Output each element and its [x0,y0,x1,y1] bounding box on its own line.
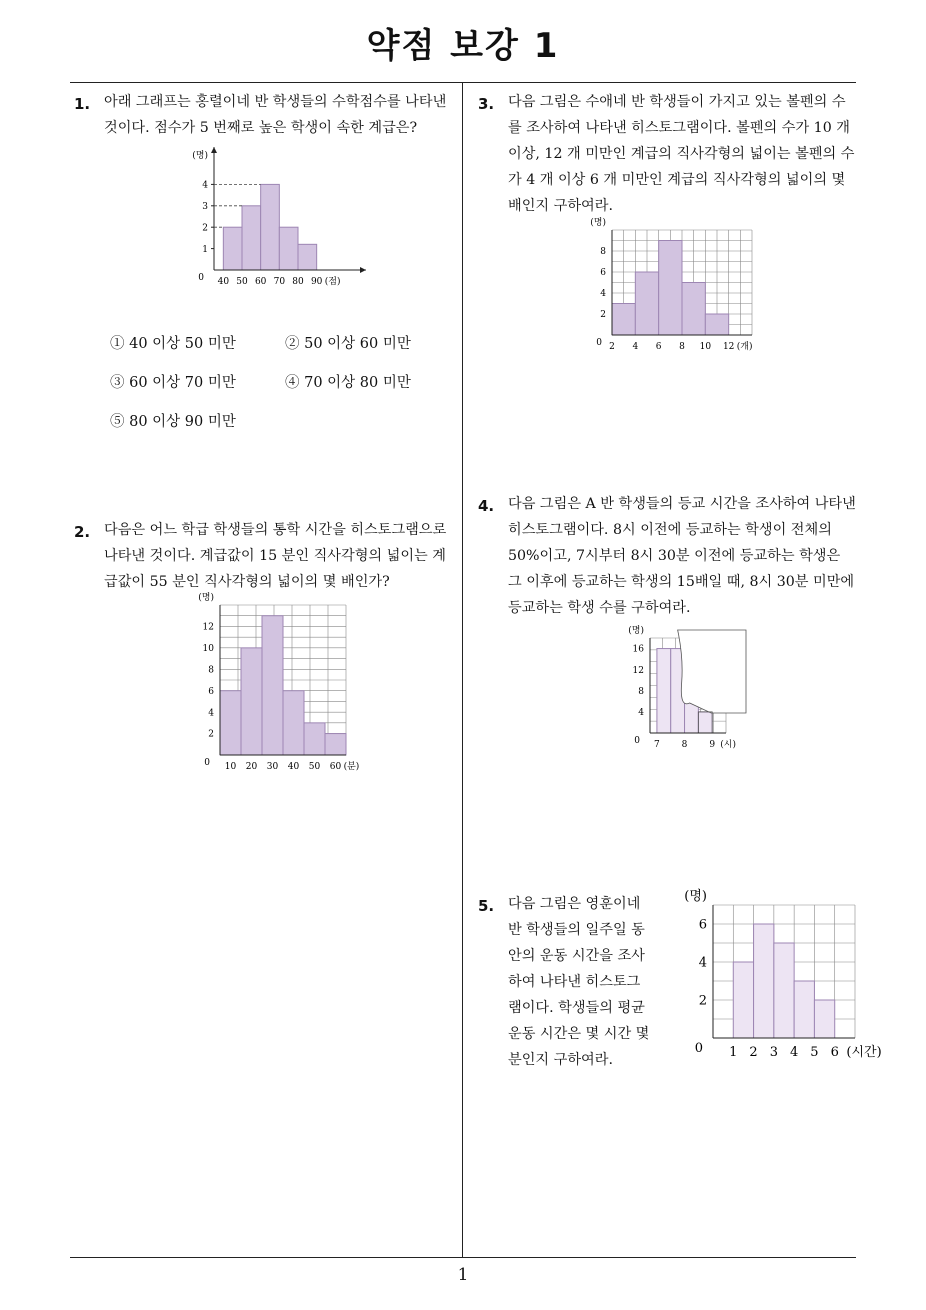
y-tick-label: 2 [698,993,707,1009]
x-axis-label: (시간) [846,1045,882,1060]
y-axis-arrow [211,147,217,153]
histogram-q1 [172,144,472,294]
choice-3[interactable]: ③ 60 이상 70 미만 [110,375,236,391]
y-tick-label: 2 [202,223,208,234]
question-number: 2. [74,523,91,541]
question-text: 다음 그림은 수애네 반 학생들이 가지고 있는 볼펜의 수를 조사하여 나타낸 히스토그램이다. 볼펜의 수가 10 개 이상, 12 개 미만인 계급의 직사각형의 넓이는 볼펜의 수가 4 개 이상 6 개 미만인 계급의 직사각형의 넓이의 몇 배인지 구하여라. [508,94,855,214]
x-tick-label: 8 [681,740,688,750]
x-axis-label: (분) [343,762,360,772]
origin-label: 0 [198,273,204,283]
origin-label: 0 [694,1041,703,1056]
histogram-bar [754,924,774,1038]
x-tick-label: 20 [245,762,258,772]
y-axis-label: (명) [628,626,644,636]
origin-label: 0 [634,736,640,746]
histogram-bar [657,649,671,733]
page-number: 1 [457,1265,469,1285]
question-number: 4. [478,497,495,515]
y-tick-label: 1 [202,244,208,255]
x-tick-label: 9 [709,740,716,750]
page-title: 약점 보강 1 [366,26,560,66]
x-tick-label: 5 [810,1045,819,1060]
x-tick-label: 12 [722,342,735,352]
histogram-bar [325,734,346,755]
x-tick-label: 1 [729,1045,738,1060]
x-tick-label: 10 [224,762,237,772]
y-axis-label: (명) [684,889,707,904]
choice-2[interactable]: ② 50 이상 60 미만 [285,336,411,352]
torn-overlay [678,630,746,713]
x-tick-label: 2 [749,1045,758,1060]
y-tick-label: 4 [600,289,606,300]
choice-4[interactable]: ④ 70 이상 80 미만 [285,375,411,391]
y-tick-label: 2 [600,310,606,321]
x-tick-label: 50 [236,277,248,287]
histogram-bar [304,723,325,755]
histogram-q3 [590,218,790,353]
histogram-bar [814,1000,834,1038]
question-number: 5. [478,897,495,915]
histogram-bar [283,691,304,755]
y-tick-label: 10 [202,644,214,655]
question-text: 아래 그래프는 홍렬이네 반 학생들의 수학점수를 나타낸 것이다. 점수가 5 번째로 높은 학생이 속한 계급은? [104,94,447,136]
x-tick-label: 40 [287,762,300,772]
x-tick-label: 60 [254,277,267,287]
question-number: 1. [74,95,91,113]
x-tick-label: 8 [679,342,685,352]
top-rule [70,82,856,83]
y-tick-label: 4 [208,708,214,719]
histogram-bar [635,272,658,335]
histogram-bar [262,616,283,755]
histogram-bar [794,981,814,1038]
x-tick-label: 4 [790,1045,799,1060]
origin-label: 0 [596,338,602,348]
histogram-q2 [190,593,380,775]
y-tick-label: 6 [208,686,214,697]
x-tick-label: 6 [830,1045,839,1060]
question-text: 다음 그림은 A 반 학생들의 등교 시간을 조사하여 나타낸 히스토그램이다. 8시 이전에 등교하는 학생이 전체의 50%이고, 7시부터 8시 30분 이전에 등교하는 학생은 그 이후에 등교하는 학생의 15배일 때, 8시 30분 미만에 등교하는 학생 수를 구하여라. [508,496,856,616]
histogram-bar [223,227,242,270]
x-tick-label: 60 [329,762,342,772]
bottom-rule [70,1257,856,1258]
y-tick-label: 4 [698,955,707,971]
x-tick-label: 30 [266,762,279,772]
x-tick-label: 80 [292,277,304,287]
histogram-bar [241,648,262,755]
y-tick-label: 3 [202,201,208,212]
y-tick-label: 12 [632,665,644,676]
x-tick-label: 10 [699,342,712,352]
y-axis-label: (명) [198,593,214,603]
histogram-bar [774,943,794,1038]
question-text: 다음 그림은 영훈이네 반 학생들의 일주일 동안의 운동 시간을 조사하여 나타낸 히스토그램이다. 학생들의 평균 운동 시간은 몇 시간 몇 분인지 구하여라. [508,896,650,1068]
histogram-bar [733,962,753,1038]
x-tick-label: 6 [655,342,662,352]
choice-5[interactable]: ⑤ 80 이상 90 미만 [110,414,236,430]
question-text: 다음은 어느 학급 학생들의 통학 시간을 히스토그램으로 나타낸 것이다. 계급값이 15 분인 직사각형의 넓이는 계급값이 55 분인 직사각형의 넓이의 몇 배인가? [104,522,447,590]
histogram-bar [261,184,280,270]
y-tick-label: 2 [208,729,214,740]
x-axis-label: (시) [720,740,737,750]
x-tick-label: 40 [217,277,230,287]
origin-label: 0 [204,758,210,768]
x-axis-label: (점) [324,277,341,287]
x-tick-label: 70 [273,277,286,287]
question-number: 3. [478,95,495,113]
x-tick-label: 3 [769,1045,778,1060]
x-tick-label: 90 [310,277,323,287]
x-tick-label: 7 [654,740,660,750]
y-tick-label: 4 [202,180,208,191]
histogram-bar [698,712,712,733]
choice-1[interactable]: ① 40 이상 50 미만 [110,336,236,352]
y-axis-label: (명) [590,218,606,228]
x-tick-label: 2 [609,342,615,352]
y-axis-label: (명) [192,151,208,161]
histogram-bar [220,691,241,755]
y-tick-label: 8 [600,247,606,258]
y-tick-label: 6 [600,268,606,279]
histogram-q4 [620,628,760,753]
x-axis-arrow [360,267,366,273]
x-tick-label: 50 [308,762,321,772]
y-tick-label: 8 [638,686,644,697]
x-tick-label: 4 [632,342,639,352]
y-tick-label: 8 [208,665,214,676]
histogram-bar [612,304,635,336]
histogram-bar [682,283,705,336]
y-tick-label: 4 [638,708,644,719]
histogram-bar [279,227,298,270]
y-tick-label: 16 [632,644,644,655]
histogram-q5 [663,889,882,1060]
histogram-bar [242,206,261,270]
histogram-bar [298,244,317,270]
x-axis-label: (개) [736,342,753,352]
histogram-bar [659,241,682,336]
histogram-bar [705,314,728,335]
y-tick-label: 6 [698,917,707,933]
y-tick-label: 12 [202,622,214,633]
